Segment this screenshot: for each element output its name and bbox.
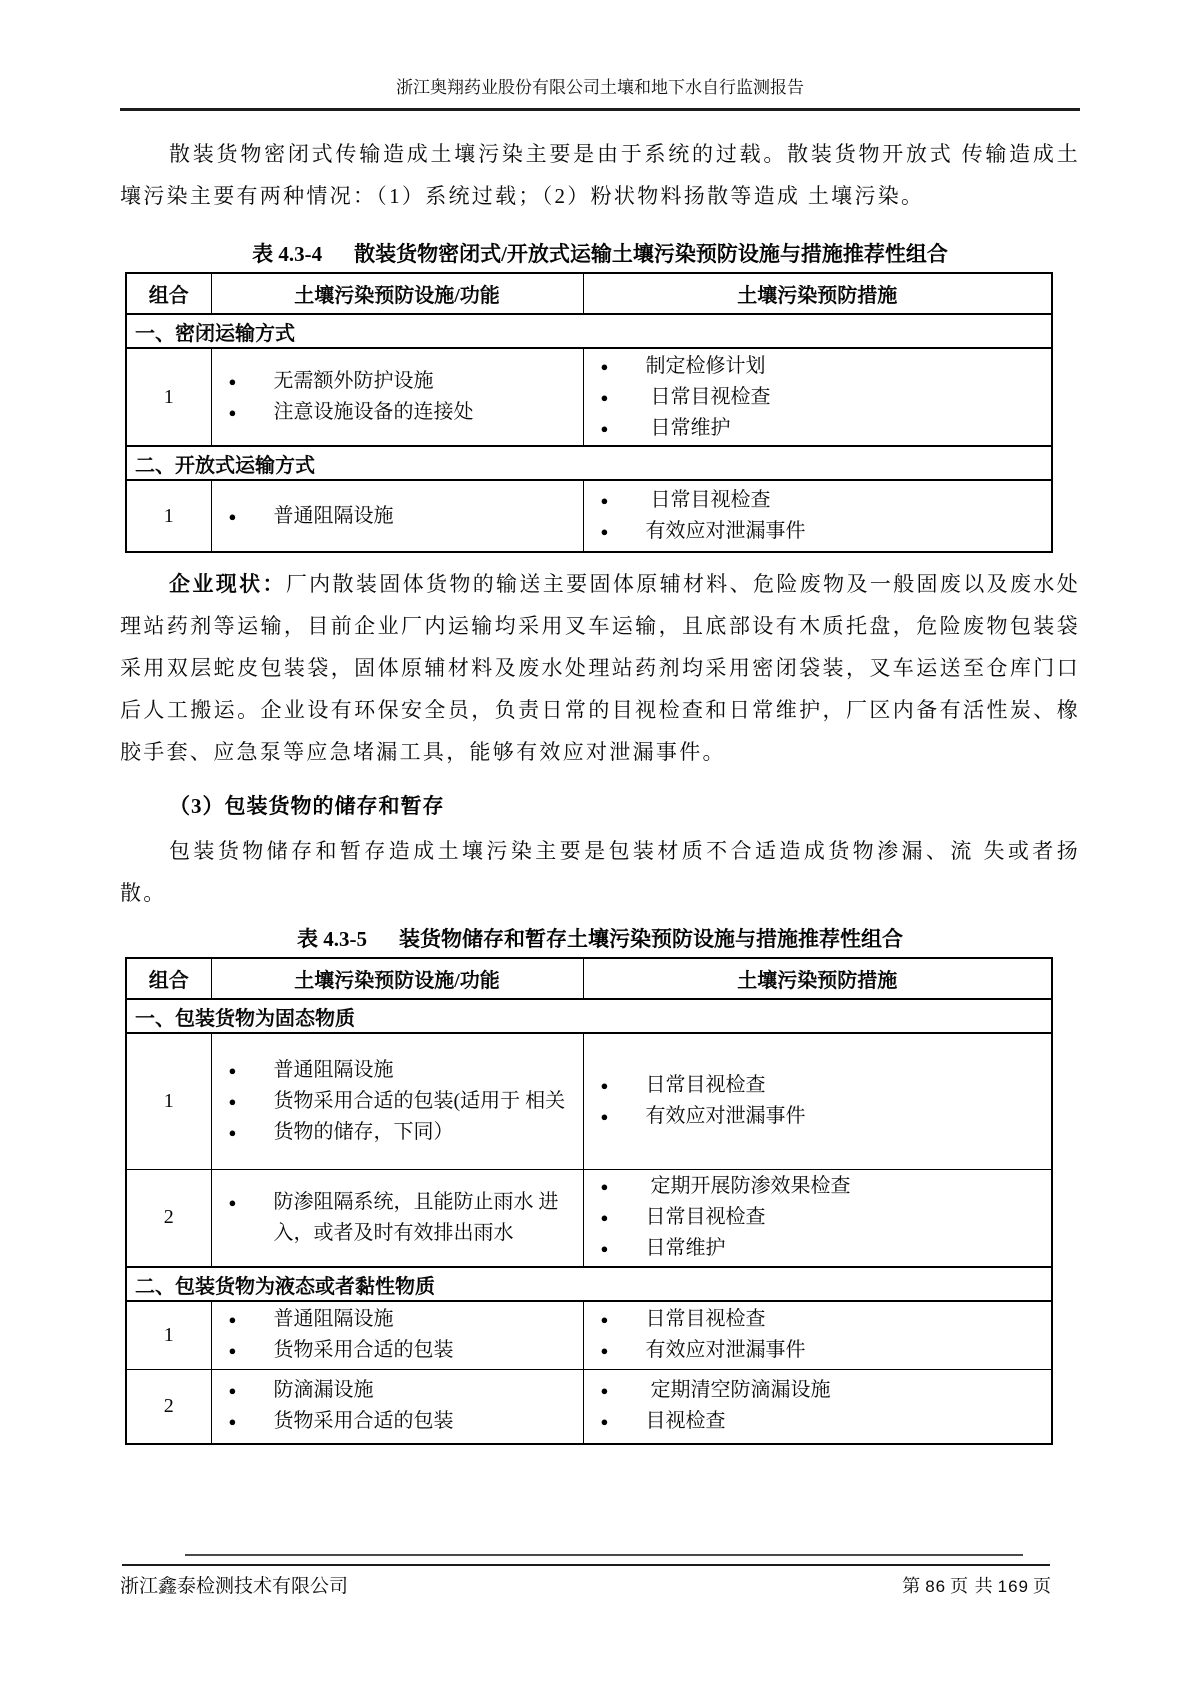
- table-row: [126, 1169, 1052, 1267]
- footer-company: 浙江鑫泰检测技术有限公司: [120, 1576, 349, 1597]
- bullet-icon: ●: [228, 374, 237, 389]
- bullet-item: [584, 1101, 1052, 1132]
- table-header-row: [126, 273, 1052, 314]
- measures-cell: [583, 1301, 1052, 1369]
- combo-cell: 1: [126, 1301, 211, 1369]
- table-4-3-4: [125, 272, 1053, 553]
- table-row: [126, 1369, 1052, 1444]
- bullet-icon: ●: [228, 1093, 237, 1109]
- bullet-icon: ●: [600, 1312, 609, 1328]
- bullet-icon: ●: [228, 1383, 237, 1399]
- table-4-3-4-caption: [120, 241, 1080, 267]
- table-row: [126, 480, 1052, 552]
- bullet-item: [584, 382, 1052, 413]
- bullet-item: [584, 1070, 1052, 1101]
- bullet-icon: ●: [600, 1078, 609, 1094]
- facility-text: 货物采用合适的包装(适用于 相关: [273, 1089, 566, 1112]
- content-column: [120, 0, 1080, 1445]
- bullet-icon: ●: [228, 1414, 237, 1430]
- section-header-row: [126, 446, 1052, 480]
- bullet-item: [212, 1086, 583, 1117]
- column-header-combo: 组合: [126, 273, 211, 314]
- bullet-icon: ●: [600, 1109, 609, 1125]
- facility-text: 普通阻隔设施: [273, 1058, 394, 1081]
- measure-text: 日常维护: [645, 416, 731, 439]
- bullet-item: [212, 501, 583, 532]
- section-title: 二、开放式运输方式: [126, 446, 1052, 480]
- section-header-row: [126, 1267, 1052, 1301]
- bullet-item: [584, 351, 1052, 382]
- facility-text: 防滴漏设施: [273, 1379, 374, 1402]
- column-header-facilities: 土壤污染预防设施/功能: [211, 273, 583, 314]
- table-row: [126, 1033, 1052, 1169]
- bullet-item: [212, 366, 583, 397]
- facilities-cell: [211, 1369, 583, 1444]
- bullet-icon: ●: [228, 405, 237, 420]
- bullet-icon: ●: [600, 1241, 609, 1257]
- facility-text: 注意设施设备的连接处: [273, 401, 474, 423]
- measure-text: 有效应对泄漏事件: [645, 1105, 806, 1128]
- bullet-icon: ●: [600, 1179, 609, 1195]
- facility-text: 货物采用合适的包装: [273, 1339, 454, 1362]
- section-title: 一、密闭运输方式: [126, 314, 1052, 348]
- measure-text: 定期开展防渗效果检查: [645, 1175, 851, 1198]
- page-footer: [120, 1571, 1052, 1598]
- facility-text: 货物采用合适的包装: [273, 1410, 454, 1433]
- table-4-3-5: [125, 957, 1053, 1445]
- column-header-measures: 土壤污染预防措施: [583, 273, 1052, 314]
- column-header-facilities: 土壤污染预防设施/功能: [211, 958, 583, 999]
- bullet-icon: ●: [600, 1383, 609, 1399]
- measure-text: 日常维护: [645, 1237, 726, 1260]
- bullet-item: [584, 1233, 1052, 1264]
- facilities-cell: [211, 1301, 583, 1369]
- combo-cell: 1: [126, 480, 211, 552]
- bullet-icon: ●: [228, 1194, 237, 1210]
- footer-rule-long: [122, 1564, 1050, 1566]
- section-title: 二、包装货物为液态或者黏性物质: [126, 1267, 1052, 1301]
- table-caption-title: 装货物储存和暂存土壤污染预防设施与措施推荐性组合: [399, 927, 903, 951]
- measures-cell: [583, 480, 1052, 552]
- table-4-3-5-caption: [120, 926, 1080, 952]
- bullet-item: [584, 516, 1052, 547]
- intro-paragraph: 散装货物密闭式传输造成土壤污染主要是由于系统的过载。散装货物开放式 传输造成土壤污染主要有两种情况：（1）系统过载；（2）粉状物料扬散等造成 土壤污染。: [120, 142, 1080, 208]
- header-title: 浙江奥翔药业股份有限公司土壤和地下水自行监测报告: [396, 78, 804, 97]
- combo-cell: 1: [126, 348, 211, 446]
- measure-text: 定期清空防滴漏设施: [645, 1379, 831, 1402]
- measure-text: 日常目视检查: [645, 1308, 766, 1331]
- measures-cell: [583, 1369, 1052, 1444]
- measures-cell: [583, 348, 1052, 446]
- packing-paragraph: 包装货物储存和暂存造成土壤污染主要是包装材质不合适造成货物渗漏、流 失或者扬散。: [120, 839, 1080, 905]
- column-header-combo: 组合: [126, 958, 211, 999]
- status-text: 厂内散装固体货物的输送主要固体原辅材料、危险废物及一般固废以及废水处理站药剂等运输，目前企业厂内运输均采用叉车运输，且底部设有木质托盘，危险废物包装袋采用双层蛇皮包装袋，固体原辅材料及废水处理站药剂均采用密闭袋装，叉车运送至仓库门口后人工搬运。企业设有环保安全员，负责日常的目视检查和日常维护，厂区内备有活性炭、橡胶手套、应急泵等应急堵漏工具，能够有效应对泄漏事件。: [120, 572, 1081, 764]
- bullet-icon: ●: [600, 420, 609, 436]
- measure-text: 制定检修计划: [645, 354, 766, 377]
- section-header-row: [126, 999, 1052, 1033]
- table-caption-title: 散装货物密闭式/开放式运输土壤污染预防设施与措施推荐性组合: [354, 242, 948, 266]
- bullet-item: [212, 1335, 583, 1366]
- status-lead: 企业现状：: [169, 572, 286, 596]
- table-caption-label: 表 4.3-5: [297, 927, 367, 951]
- facilities-cell: [211, 1033, 583, 1169]
- column-header-measures: 土壤污染预防措施: [583, 958, 1052, 999]
- bullet-icon: ●: [600, 493, 609, 508]
- table-row: [126, 1301, 1052, 1369]
- subheading-3: （3）包装货物的储存和暂存: [169, 794, 445, 818]
- bullet-icon: ●: [600, 358, 609, 374]
- footer-page-total: 169: [997, 1577, 1029, 1596]
- measure-text: 日常目视检查: [645, 1074, 766, 1097]
- bullet-icon: ●: [600, 1343, 609, 1359]
- facility-text: 普通阻隔设施: [273, 504, 394, 527]
- facility-text: 无需额外防护设施: [273, 370, 434, 392]
- combo-cell: 2: [126, 1369, 211, 1444]
- bullet-item: [212, 1117, 583, 1148]
- bullet-item: [212, 397, 583, 428]
- footer-page-prefix: 第: [902, 1576, 922, 1596]
- table-row: [126, 348, 1052, 446]
- footer-rule-short: [185, 1554, 1023, 1556]
- bullet-item: [584, 1335, 1052, 1366]
- bullet-icon: ●: [600, 1210, 609, 1226]
- measure-text: 日常目视检查: [645, 489, 771, 511]
- measures-cell: [583, 1033, 1052, 1169]
- bullet-item: [584, 1202, 1052, 1233]
- bullet-icon: ●: [228, 1343, 237, 1359]
- bullet-item: [212, 1187, 583, 1249]
- measure-text: 目视检查: [645, 1410, 726, 1433]
- bullet-item: [584, 1304, 1052, 1335]
- bullet-icon: ●: [228, 508, 237, 524]
- header-rule: [120, 108, 1080, 111]
- measure-text: 日常目视检查: [645, 385, 771, 408]
- bullet-item: [212, 1055, 583, 1086]
- bullet-item: [212, 1375, 583, 1406]
- bullet-item: [212, 1304, 583, 1335]
- table-header-row: [126, 958, 1052, 999]
- bullet-item: [584, 1171, 1052, 1202]
- bullet-icon: ●: [600, 524, 609, 539]
- measure-text: 日常目视检查: [645, 1206, 766, 1229]
- bullet-item: [584, 1375, 1052, 1406]
- combo-cell: 1: [126, 1033, 211, 1169]
- bullet-icon: ●: [600, 1414, 609, 1430]
- facilities-cell: [211, 480, 583, 552]
- measure-text: 有效应对泄漏事件: [645, 1339, 806, 1362]
- bullet-icon: ●: [228, 1312, 237, 1328]
- bullet-icon: ●: [228, 1124, 237, 1140]
- section-title: 一、包装货物为固态物质: [126, 999, 1052, 1033]
- footer-page-suffix: 页: [1033, 1576, 1052, 1596]
- measures-cell: [583, 1169, 1052, 1267]
- bullet-item: [584, 485, 1052, 516]
- table-caption-label: 表 4.3-4: [252, 242, 323, 266]
- bullet-item: [584, 413, 1052, 444]
- facility-text: 防渗阻隔系统，且能防止雨水 进入，或者及时有效排出雨水: [273, 1190, 559, 1244]
- section-header-row: [126, 314, 1052, 348]
- bullet-icon: ●: [600, 389, 609, 405]
- measure-text: 有效应对泄漏事件: [645, 520, 806, 542]
- bullet-item: [212, 1406, 583, 1437]
- footer-page-current: 86: [925, 1577, 947, 1596]
- facility-text: 货物的储存，下同）: [273, 1120, 454, 1143]
- bullet-icon: ●: [228, 1062, 237, 1078]
- facilities-cell: [211, 1169, 583, 1267]
- facility-text: 普通阻隔设施: [273, 1308, 394, 1331]
- footer-page-mid: 页 共: [950, 1576, 994, 1596]
- footer-page-number: [902, 1572, 1052, 1598]
- facilities-cell: [211, 348, 583, 446]
- combo-cell: 2: [126, 1169, 211, 1267]
- status-paragraph: [120, 563, 1080, 773]
- bullet-item: [584, 1406, 1052, 1437]
